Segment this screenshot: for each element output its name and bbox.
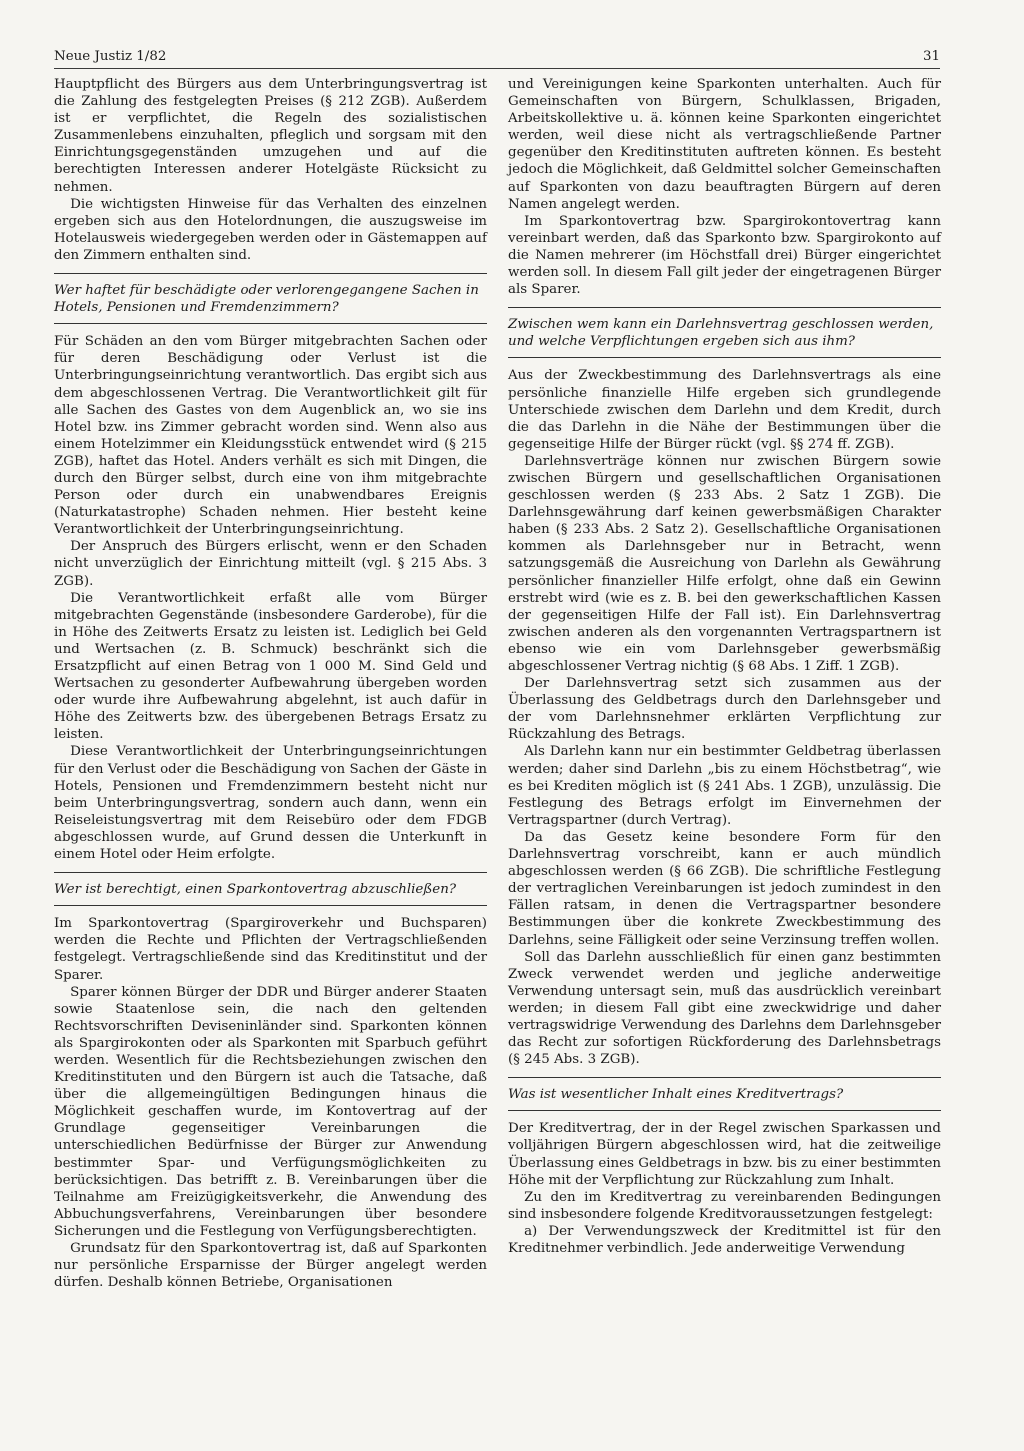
paragraph: a) Der Verwendungszweck der Kreditmittel ist für den Kreditnehmer verbindlich. Jede anderweitige Verwendung	[508, 1223, 941, 1256]
section-question: Wer ist berechtigt, einen Sparkontovertrag abzuschließen?	[54, 872, 487, 906]
paragraph: Im Sparkontovertrag (Spargiroverkehr und Buchsparen) werden die Rechte und Pflichten der Vertragschließenden festgelegt. Vertragschließende sind das Kreditinstitut und der Sparer.	[54, 916, 487, 983]
section-question: Zwischen wem kann ein Darlehnsvertrag geschlossen werden, und welche Verpflichtungen ergeben sich aus ihm?	[508, 307, 941, 358]
section-question: Wer haftet für beschädigte oder verlorengegangene Sachen in Hotels, Pensionen und Fremdenzimmern?	[54, 273, 487, 324]
page-number: 31	[922, 49, 940, 64]
paragraph: Der Anspruch des Bürgers erlischt, wenn er den Schaden nicht unverzüglich der Einrichtung mitteilt (vgl. § 215 Abs. 3 ZGB).	[54, 539, 487, 589]
paragraph: Darlehnsverträge können nur zwischen Bürgern sowie zwischen Bürgern und gesellschaftlichen Organisationen geschlossen werden (§ 233 Abs. 2 Satz 1 ZGB). Die Darlehnsgewährung darf keinen gewerbsmäßigen Charakter haben (§ 233 Abs. 2 Satz 2). Gesellschaftliche Organisationen kommen als Darlehnsgeber nur in Betracht, wenn satzungsgemäß die Ausreichung von Darlehn als Gewährung persönlicher finanzieller Hilfe erfolgt, ohne daß ein Gewinn erstrebt wird (wie es z. B. bei den gewerkschaftlichen Kassen der gegenseitigen Hilfe der Fall ist). Ein Darlehnsvertrag zwischen anderen als den vorgenannten Vertragspartnern ist ebenso wie ein vom Darlehnsgeber gewerbsmäßig abgeschlossener Vertrag nichtig (§ 68 Abs. 1 Ziff. 1 ZGB).	[508, 453, 941, 674]
running-header	[54, 48, 940, 70]
journal-title: Neue Justiz 1/82	[54, 49, 167, 64]
paragraph: Soll das Darlehn ausschließlich für einen ganz bestimmten Zweck verwendet werden und jegliche anderweitige Verwendung untersagt sein, muß das ausdrücklich vereinbart werden; in diesem Fall gibt eine zweckwidrige und daher vertragswidrige Verwendung des Darlehns dem Darlehnsgeber das Recht zur sofortigen Rückforderung des Darlehnsbetrags (§ 245 Abs. 3 ZGB).	[508, 949, 941, 1068]
paragraph: Der Kreditvertrag, der in der Regel zwischen Sparkassen und volljährigen Bürgern abgeschlossen wird, hat die zeitweilige Überlassung eines Geldbetrags in bzw. bis zu einer bestimmten Höhe mit der Verpflichtung zur Rückzahlung zum Inhalt.	[508, 1121, 941, 1188]
paragraph: Hauptpflicht des Bürgers aus dem Unterbringungsvertrag ist die Zahlung des festgelegten Preises (§ 212 ZGB). Außerdem ist er verpflichtet, die Regeln des sozialistischen Zusammenlebens einzuhalten, pfleglich und sorgsam mit den Einrichtungsgegenständen umzugehen und auf die berechtigten Interessen anderer Hotelgäste Rücksicht zu nehmen.	[54, 77, 487, 195]
header-rule	[54, 68, 940, 69]
paragraph: Aus der Zweckbestimmung des Darlehnsvertrags als eine persönliche finanzielle Hilfe ergeben sich grundlegende Unterschiede zwischen dem Darlehn und dem Kredit, durch die das Darlehn in die Nähe der Bestimmungen über die gegenseitige Hilfe der Bürger rückt (vgl. §§ 274 ff. ZGB).	[508, 368, 941, 452]
paragraph: Da das Gesetz keine besondere Form für den Darlehnsvertrag vorschreibt, kann er auch mündlich abgeschlossen werden (§ 66 ZGB). Die schriftliche Festlegung der vertraglichen Vereinbarungen ist jedoch zumindest in den Fällen ratsam, in denen die Vertragspartner besondere Bestimmungen über die konkrete Zweckbestimmung des Darlehns, seine Fälligkeit oder seine Verzinsung treffen wollen.	[508, 829, 941, 948]
paragraph: Zu den im Kreditvertrag zu vereinbarenden Bedingungen sind insbesondere folgende Kreditvoraussetzungen festgelegt:	[508, 1189, 941, 1222]
paragraph: Die Verantwortlichkeit erfaßt alle vom Bürger mitgebrachten Gegenstände (insbesondere Garderobe), für die in Höhe des Zeitwerts Ersatz zu leisten ist. Lediglich bei Geld und Wertsachen (z. B. Schmuck) beschränkt sich die Ersatzpflicht auf einen Betrag von 1 000 M. Sind Geld und Wertsachen zu gesonderter Aufbewahrung übergeben worden oder wurde ihre Aufbewahrung abgelehnt, ist auch dafür in Höhe des Zeitwerts bzw. des übergebenen Betrags Ersatz zu leisten.	[54, 590, 487, 743]
section-question: Was ist wesentlicher Inhalt eines Kreditvertrags?	[508, 1077, 941, 1111]
paragraph: Die wichtigsten Hinweise für das Verhalten des einzelnen ergeben sich aus den Hotelordnungen, die auszugsweise im Hotelausweis wiedergegeben werden oder in Gästemappen auf den Zimmern enthalten sind.	[54, 196, 487, 263]
paragraph: Für Schäden an den vom Bürger mitgebrachten Sachen oder für deren Beschädigung oder Verlust ist die Unterbringungseinrichtung verantwortlich. Das ergibt sich aus dem abgeschlossenen Vertrag. Die Verantwortlichkeit gilt für alle Sachen des Gastes von dem Augenblick an, wo sie ins Hotel bzw. ins Zimmer gebracht worden sind. Wenn also aus einem Hotelzimmer ein Kleidungsstück entwendet wird (§ 215 ZGB), haftet das Hotel. Anders verhält es sich mit Dingen, die durch den Bürger selbst, durch eine von ihm mitgebrachte Person oder durch ein unabwendbares Ereignis (Naturkatastrophe) Schaden nehmen. Hier besteht keine Verantwortlichkeit der Unterbringungseinrichtung.	[54, 334, 487, 538]
paragraph: und Vereinigungen keine Sparkonten unterhalten. Auch für Gemeinschaften von Bürgern, Schulklassen, Brigaden, Arbeitskollektive u. ä. können keine Sparkonten eingerichtet werden, weil diese nicht als vertragschließende Partner gegenüber den Kreditinstituten auftreten können. Es besteht jedoch die Möglichkeit, daß Geldmittel solcher Gemeinschaften auf Sparkonten von dazu beauftragten Bürgern auf deren Namen angelegt werden.	[508, 77, 941, 212]
paragraph: Grundsatz für den Sparkontovertrag ist, daß auf Sparkonten nur persönliche Ersparnisse der Bürger angelegt werden dürfen. Deshalb können Betriebe, Organisationen	[54, 1241, 487, 1291]
paragraph: Der Darlehnsvertrag setzt sich zusammen aus der Überlassung des Geldbetrags durch den Darlehnsgeber und der vom Darlehnsnehmer erklärten Verpflichtung zur Rückzahlung des Betrags.	[508, 676, 941, 743]
paragraph: Diese Verantwortlichkeit der Unterbringungseinrichtungen für den Verlust oder die Beschädigung von Sachen der Gäste in Hotels, Pensionen und Fremdenzimmern besteht nicht nur beim Unterbringungsvertrag, sondern auch dann, wenn ein Reiseleistungsvertrag mit dem Reisebüro oder dem FDGB abgeschlossen wurde, auf Grund dessen die Unterkunft in einem Hotel oder Heim erfolgte.	[54, 744, 487, 863]
right-column	[508, 76, 941, 1257]
paragraph: Als Darlehn kann nur ein bestimmter Geldbetrag überlassen werden; daher sind Darlehn „bis zu einem Höchstbetrag“, wie es bei Krediten möglich ist (§ 241 Abs. 1 ZGB), unzulässig. Die Festlegung des Betrags erfolgt im Einvernehmen der Vertragspartner (durch Vertrag).	[508, 744, 941, 828]
paragraph: Sparer können Bürger der DDR und Bürger anderer Staaten sowie Staatenlose sein, die nach den geltenden Rechtsvorschriften Deviseninländer sind. Sparkonten können als Spargirokonten oder als Sparkonten mit Sparbuch geführt werden. Wesentlich für die Rechtsbeziehungen zwischen den Kreditinstituten und den Bürgern ist auch die Tatsache, daß über die allgemeingültigen Bedingungen hinaus die Möglichkeit geschaffen wurde, im Kontovertrag auf der Grundlage gegenseitiger Vereinbarungen die unterschiedlichen Bedürfnisse der Bürger zur Anwendung bestimmter Spar- und Verfügungsmöglichkeiten zu berücksichtigen. Das betrifft z. B. Vereinbarungen über die Teilnahme am Freizügigkeitsverkehr, die Anwendung des Abbuchungsverfahrens, Vereinbarungen über besondere Sicherungen und die Festlegung von Verfügungsberechtigten.	[54, 984, 487, 1239]
paragraph: Im Sparkontovertrag bzw. Spargirokontovertrag kann vereinbart werden, daß das Sparkonto bzw. Spargirokonto auf die Namen mehrerer (im Höchstfall drei) Bürger eingerichtet werden soll. In diesem Fall gilt jeder der eingetragenen Bürger als Sparer.	[508, 213, 941, 298]
left-column	[54, 76, 487, 1291]
